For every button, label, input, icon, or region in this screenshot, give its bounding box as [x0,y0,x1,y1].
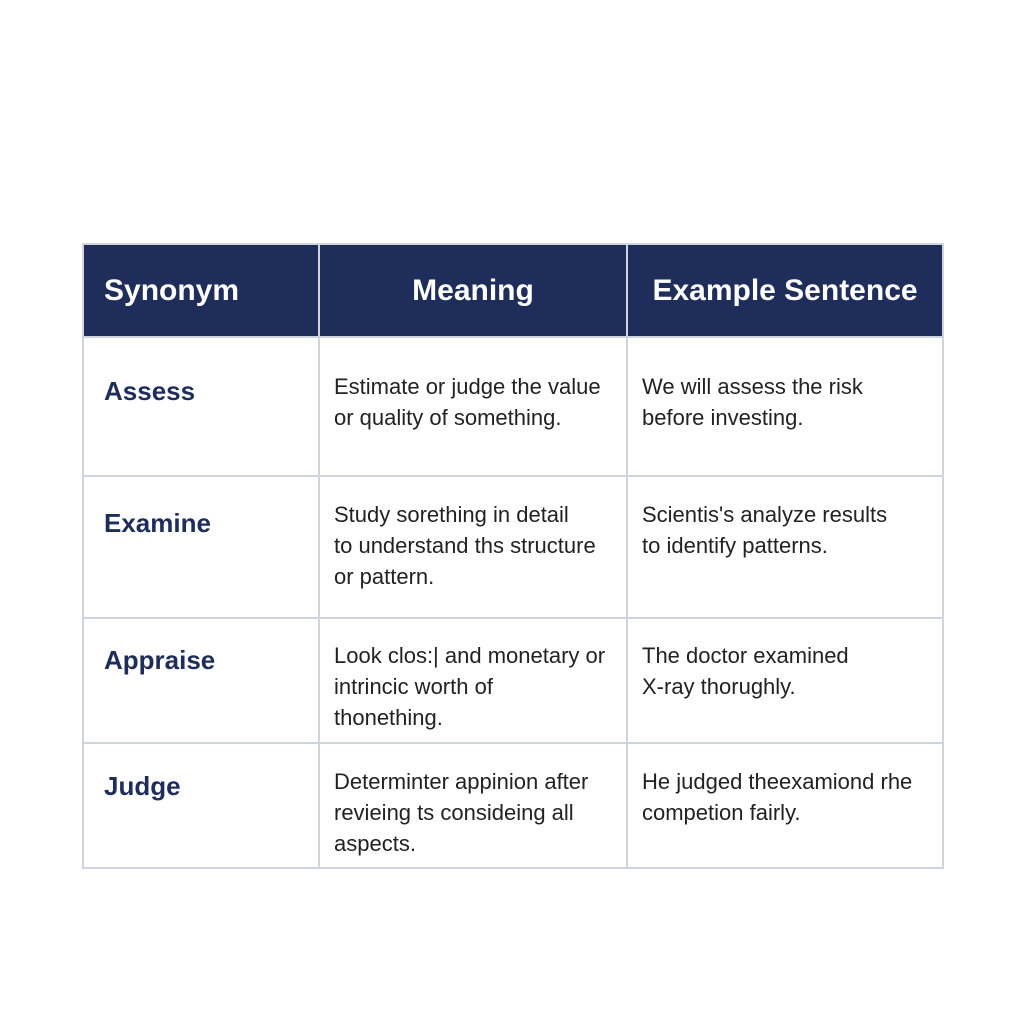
synonym-word: Assess [104,376,196,406]
example-line: The doctor examined [642,643,849,668]
meaning-cell [319,743,627,868]
example-text [628,338,942,433]
header-example-sentence: Example Sentence [627,244,943,337]
example-cell [627,337,943,476]
synonym-cell [83,476,319,618]
synonym-cell [83,743,319,868]
example-cell [627,476,943,618]
meaning-line: thonething. [334,705,443,730]
example-line: X-ray thorughly. [642,674,796,699]
table-row [83,743,943,868]
synonym-word: Appraise [104,645,216,675]
table-row [83,476,943,618]
meaning-text [320,744,626,859]
meaning-line: Study sorething in detail [334,502,569,527]
meaning-line: or pattern. [334,564,435,589]
meaning-cell [319,476,627,618]
example-line: Scientis's analyze results [642,502,888,527]
synonym-word: Examine [104,508,211,538]
example-line: competion fairly. [642,800,801,825]
table-row [83,618,943,743]
table-row [83,337,943,476]
header-row [83,244,943,337]
meaning-text [320,619,626,733]
example-text [628,619,942,702]
example-line: to identify patterns. [642,533,828,558]
meaning-line: Determinter appinion after [334,769,589,794]
example-line: We will assess the risk [642,374,863,399]
meaning-line: revieing ts consideing all [334,800,574,825]
meaning-line: intrincic worth of [334,674,493,699]
meaning-text [320,338,626,433]
header-synonym: Synonym [83,244,319,337]
example-text [628,477,942,561]
meaning-line: Look clos:| and monetary or [334,643,606,668]
example-cell [627,743,943,868]
meaning-line: or quality of something. [334,405,562,430]
example-line: He judged theexamiond rhe [642,769,913,794]
meaning-line: to understand ths structure [334,533,596,558]
example-cell [627,618,943,743]
meaning-cell [319,337,627,476]
synonym-cell [83,618,319,743]
meaning-line: aspects. [334,831,416,856]
header-meaning: Meaning [319,244,627,337]
meaning-text [320,477,626,592]
synonym-word: Judge [104,771,181,801]
meaning-line: Estimate or judge the value [334,374,601,399]
synonym-table [82,243,944,869]
meaning-cell [319,618,627,743]
example-line: before investing. [642,405,804,430]
synonym-cell [83,337,319,476]
example-text [628,744,942,828]
